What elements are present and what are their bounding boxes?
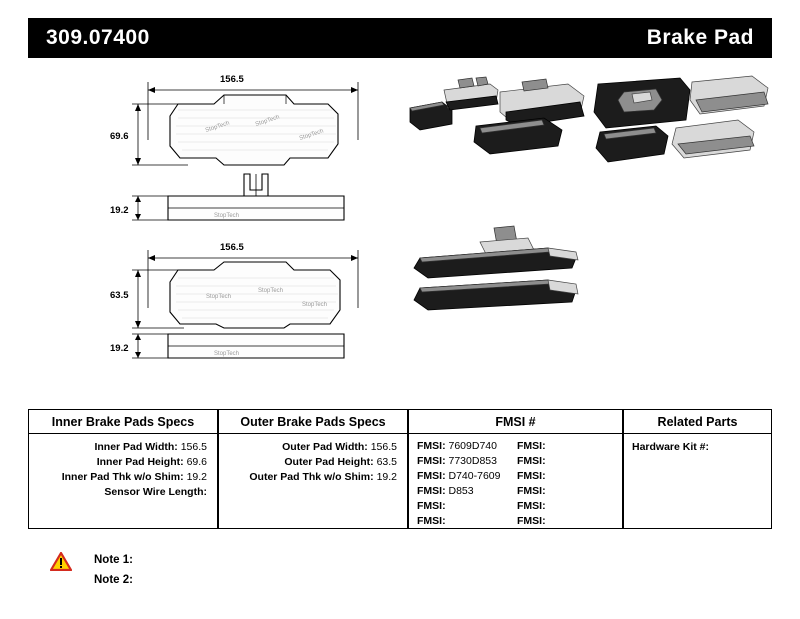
fmsi-label: FMSI: <box>517 455 546 467</box>
spec-row <box>219 440 397 455</box>
pad-photo-group-left <box>410 77 584 154</box>
note-row <box>50 572 350 592</box>
dim-outer-height-label: 63.5 <box>110 290 129 301</box>
dim-inner-width-label: 156.5 <box>220 74 244 85</box>
fmsi-row <box>517 499 627 514</box>
outer-pad-thickness-value: 19.2 <box>376 471 397 483</box>
note-row <box>50 552 350 572</box>
note-1-label: Note 1: <box>94 554 133 566</box>
fmsi-row <box>517 484 627 499</box>
spec-row <box>219 455 397 470</box>
dim-inner-height-label: 69.6 <box>110 131 129 142</box>
fmsi-row <box>417 484 517 499</box>
fmsi-label: FMSI: <box>417 440 446 452</box>
fmsi-row <box>417 469 517 484</box>
fmsi-label: FMSI: <box>517 515 546 527</box>
svg-text:StopTech: StopTech <box>302 302 328 308</box>
fmsi-row <box>417 499 517 514</box>
fmsi-row <box>517 439 627 454</box>
fmsi-row <box>517 469 627 484</box>
dim-outer-thk-label: 19.2 <box>110 343 129 354</box>
related-parts-header: Related Parts <box>624 410 771 434</box>
svg-text:StopTech: StopTech <box>214 213 240 219</box>
fmsi-label: FMSI: <box>517 440 546 452</box>
fmsi-row <box>417 514 517 529</box>
fmsi-row <box>517 454 627 469</box>
inner-pad-width-value: 156.5 <box>180 441 207 453</box>
outer-pad-specs-table <box>218 409 408 529</box>
fmsi-label: FMSI: <box>417 500 446 512</box>
spec-row <box>219 470 397 485</box>
svg-text:StopTech: StopTech <box>206 294 232 300</box>
fmsi-value: D740-7609 <box>448 470 501 482</box>
technical-drawing <box>28 62 772 392</box>
warning-icon <box>50 552 72 571</box>
inner-pad-thickness-label: Inner Pad Thk w/o Shim: <box>61 471 184 483</box>
notes-section <box>50 552 350 592</box>
inner-pad-top-view <box>132 82 358 165</box>
outer-pad-height-label: Outer Pad Height: <box>284 456 374 468</box>
outer-pad-width-label: Outer Pad Width: <box>282 441 368 453</box>
fmsi-row <box>417 454 517 469</box>
sensor-wire-length-label: Sensor Wire Length: <box>104 486 207 498</box>
outer-pad-width-value: 156.5 <box>370 441 397 453</box>
outer-pad-top-view <box>132 250 358 328</box>
fmsi-label: FMSI: <box>417 515 446 527</box>
svg-text:StopTech: StopTech <box>254 114 281 128</box>
spec-row <box>29 455 207 470</box>
outer-pad-thickness-label: Outer Pad Thk w/o Shim: <box>249 471 374 483</box>
fmsi-value: D853 <box>448 485 474 497</box>
inner-pad-specs-header: Inner Brake Pads Specs <box>29 410 217 434</box>
fmsi-row <box>517 514 627 529</box>
fmsi-label: FMSI: <box>417 470 446 482</box>
svg-text:StopTech: StopTech <box>214 351 240 357</box>
inner-pad-specs-table <box>28 409 218 529</box>
hardware-kit-label: Hardware Kit #: <box>632 441 710 453</box>
drawing-canvas <box>28 62 772 392</box>
svg-text:StopTech: StopTech <box>298 128 325 142</box>
svg-text:StopTech: StopTech <box>258 288 284 294</box>
fmsi-label: FMSI: <box>517 485 546 497</box>
related-parts-table <box>623 409 772 529</box>
fmsi-label: FMSI: <box>517 500 546 512</box>
outer-pad-edge-view <box>132 334 344 358</box>
outer-pad-height-value: 63.5 <box>376 456 397 468</box>
spec-row <box>632 440 771 455</box>
inner-pad-edge-view <box>132 174 344 220</box>
fmsi-value: 7730D853 <box>448 455 497 467</box>
spec-row <box>29 485 207 500</box>
part-number: 309.07400 <box>46 26 150 49</box>
fmsi-label: FMSI: <box>417 485 446 497</box>
dim-outer-width-label: 156.5 <box>220 242 244 253</box>
spec-row <box>29 440 207 455</box>
fmsi-label: FMSI: <box>517 470 546 482</box>
page-title: Brake Pad <box>646 26 754 49</box>
note-2-label: Note 2: <box>94 574 133 586</box>
pad-photo-group-right <box>594 76 768 162</box>
svg-text:StopTech: StopTech <box>204 120 231 134</box>
fmsi-label: FMSI: <box>417 455 446 467</box>
inner-pad-height-label: Inner Pad Height: <box>96 456 184 468</box>
inner-pad-width-label: Inner Pad Width: <box>94 441 178 453</box>
inner-pad-thickness-value: 19.2 <box>186 471 207 483</box>
fmsi-row <box>417 439 517 454</box>
header-bar <box>28 18 772 58</box>
dim-inner-thk-label: 19.2 <box>110 205 129 216</box>
fmsi-header: FMSI # <box>409 410 622 434</box>
pad-photo-group-bottom <box>414 226 578 310</box>
fmsi-value: 7609D740 <box>448 440 497 452</box>
outer-pad-specs-header: Outer Brake Pads Specs <box>219 410 407 434</box>
inner-pad-height-value: 69.6 <box>186 456 207 468</box>
spec-row <box>29 470 207 485</box>
fmsi-table <box>408 409 623 529</box>
